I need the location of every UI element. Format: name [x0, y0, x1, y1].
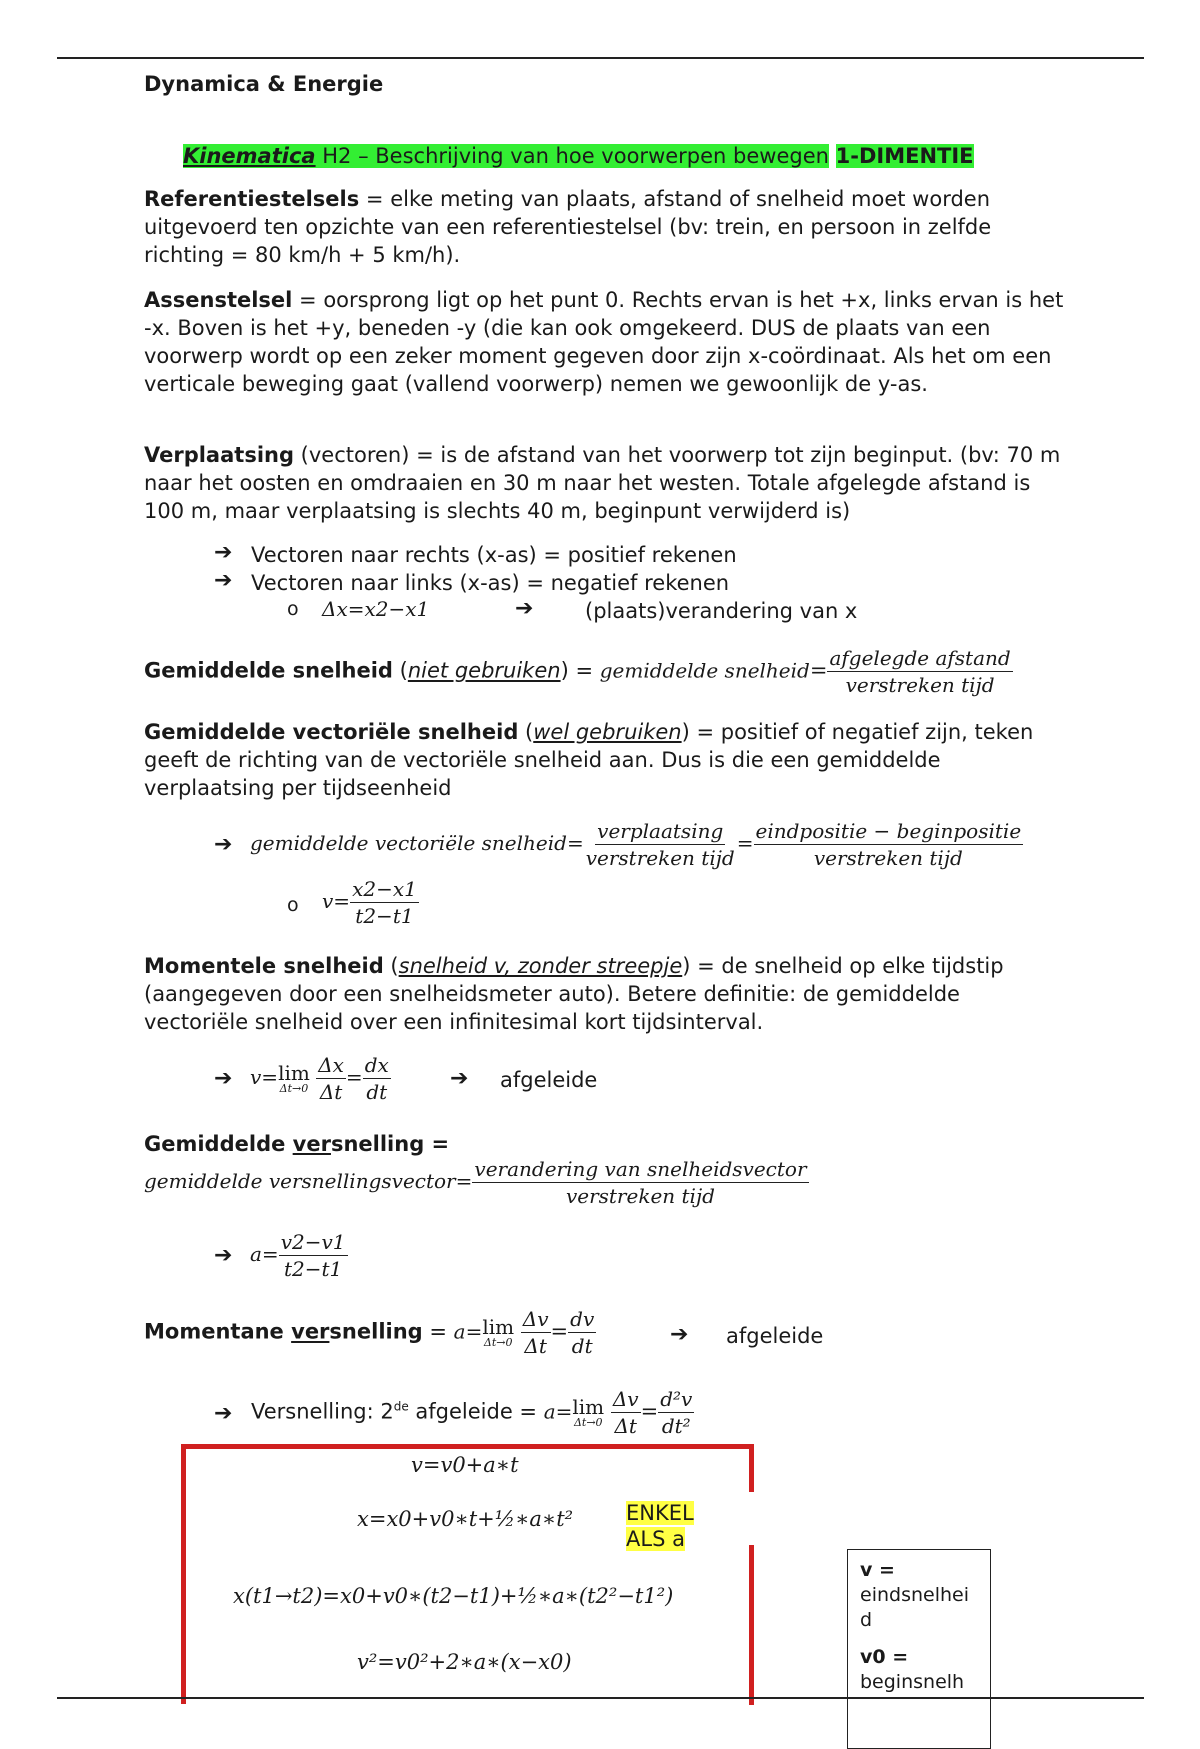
gem-snelheid-note: niet gebruiken	[407, 658, 561, 683]
fraction-numerator: x2−x1	[352, 877, 417, 901]
fraction-numerator: dv	[570, 1307, 595, 1331]
formula-box-border	[749, 1545, 754, 1705]
momentele-text: = de snelheid op elke tijdstip (aangegeven door een snelheidsmeter auto). Betere definitie: de gemiddelde vectoriële snelheid over een infinitesimal kort tijdsinterval.	[144, 954, 1004, 1034]
dimension-label: 1-DIMENTIE	[835, 144, 974, 168]
fraction-denominator: t2−t1	[283, 1257, 343, 1281]
fraction-denominator: verstreken tijd	[845, 673, 995, 697]
superscript: de	[393, 1399, 409, 1414]
v-formula: v= $\frac{x2-x1}{t2-t1}$	[322, 877, 417, 928]
gem-vect-fraction-2	[754, 818, 1024, 871]
gem-vect-note: wel gebruiken	[533, 720, 682, 744]
fraction-denominator: verstreken tijd	[813, 846, 963, 870]
limit-subscript: Δt→0	[483, 1335, 513, 1349]
limit-subscript: Δt→0	[279, 1081, 309, 1095]
badge-line: ALS a	[626, 1527, 685, 1551]
limit-operator: lim Δt→0	[278, 1060, 310, 1095]
momentane-line: Momentane versnelling = a= lim Δt→0 $\frac{\Delta v}{\Delta t}$ = $\frac{dv}{dt}$	[144, 1307, 595, 1358]
variable-legend	[847, 1549, 991, 1749]
fraction-numerator: verandering van snelheidsvector	[474, 1157, 807, 1181]
verplaatsing-text: (vectoren) = is de afstand van het voorwerp tot zijn beginput. (bv: 70 m naar het oosten en omdraaien en 30 m naar het westen. Totale afgelegde afstand is 100 m, maar verplaatsing is slechts 40 m, beginpunt verwijderd is)	[144, 443, 1061, 523]
gem-snelheid-line: Gemiddelde snelheid (niet gebruiken) = gemiddelde snelheid= $\frac{\text{afgelegde afstand}}{\text{verstreken tijd}}$	[144, 646, 1011, 697]
delta-x-formula: Δx=x2−x1	[322, 597, 430, 621]
assen-text: = oorsprong ligt op het punt 0. Rechts ervan is het +x, links ervan is het -x. Boven is het +y, beneden -y (die kan ook omgekeerd. DUS de plaats van een voorwerp wordt op een zeker moment gegeven door zijn x-coördinaat. Als het om een verticale beweging gaat (vallend voorwerp) nemen we gewoonlijk de y-as.	[144, 288, 1064, 396]
top-rule	[57, 57, 1144, 59]
gem-snelheid-fraction	[827, 645, 1012, 698]
term-part: Gemiddelde	[144, 1132, 293, 1156]
gem-vect-text: = positief of negatief zijn, teken geeft de richting van de vectoriële snelheid aan. Dus is die een gemiddelde verplaatsing per tijdseenheid	[144, 720, 1034, 800]
fraction-numerator: d²v	[660, 1387, 693, 1411]
arrow-icon: ➔	[515, 596, 534, 621]
box-equation-1: v=v0+a∗t	[411, 1453, 519, 1477]
assen-paragraph	[144, 286, 1064, 398]
tweede-afgeleide-line: Versnelling: 2de afgeleide = a= lim Δt→0 $\frac{\Delta v}{\Delta t}$ = $\frac{\text{d²v}}{\text{dt²}}$	[251, 1387, 693, 1438]
formula-box-border	[181, 1444, 754, 1449]
assen-term: Assenstelsel	[144, 288, 293, 312]
fraction-numerator: verplaatsing	[597, 819, 724, 843]
gem-vect-paragraph: Gemiddelde vectoriële snelheid (wel gebruiken) = positief of negatief zijn, teken geeft de richting van de vectoriële snelheid aan. Dus is die een gemiddelde verplaatsing per tijdseenheid	[144, 720, 1034, 800]
box-equation-3: x(t1→t2)=x0+v0∗(t2−t1)+½∗a∗(t2²−t1²)	[233, 1584, 674, 1608]
arrow-icon: ➔	[214, 568, 233, 593]
momentele-term: Momentele snelheid	[144, 954, 384, 978]
term-part: snelling	[329, 1319, 423, 1344]
bullet-item: Vectoren naar rechts (x-as) = positief rekenen	[251, 543, 737, 567]
momentele-fraction-1	[316, 1052, 346, 1105]
formula-box-border	[181, 1444, 186, 1704]
fraction-numerator: eindpositie − beginpositie	[755, 819, 1022, 843]
arrow-icon: ➔	[450, 1066, 469, 1091]
momentele-label: afgeleide	[500, 1068, 598, 1092]
momentele-note: snelheid v, zonder streepje	[398, 954, 683, 978]
limit-operator: lim Δt→0	[572, 1394, 605, 1429]
gem-vect-formula: gemiddelde vectoriële snelheid= $\frac{\text{verplaatsing}}{\text{verstreken tijd}}$ = $\frac{\text{eindpositie − beginpositie}}{\text{verstreken tijd}}$	[250, 819, 1022, 870]
bottom-rule	[57, 1697, 1144, 1699]
bullet-item: Vectoren naar links (x-as) = negatief rekenen	[251, 571, 730, 595]
a-fraction	[279, 1229, 348, 1282]
fraction-denominator: dt	[366, 1080, 388, 1104]
fraction-numerator: afgelegde afstand	[829, 646, 1011, 670]
fraction-denominator: t2−t1	[355, 904, 414, 928]
term-part: ver	[292, 1132, 331, 1156]
fraction-denominator: Δt	[614, 1414, 637, 1438]
page-title: Dynamica & Energie	[144, 72, 384, 96]
section-heading	[183, 142, 1083, 170]
chapter-label: H2 – Beschrijving van hoe voorwerpen bewegen	[322, 144, 829, 168]
a-formula: a= $\frac{v2-v1}{t2-t1}$	[250, 1230, 346, 1281]
text-part: Versnelling: 2	[251, 1399, 394, 1424]
arrow-icon: ➔	[214, 1401, 233, 1426]
arrow-icon: ➔	[214, 1243, 233, 1268]
fraction-numerator: dx	[364, 1053, 389, 1077]
box-equation-2: x=x0+v0∗t+½∗a∗t²	[357, 1507, 574, 1531]
term-part: snelling	[330, 1132, 425, 1156]
sub-bullet-icon: o	[287, 894, 299, 916]
referentie-term: Referentiestelsels	[144, 187, 360, 211]
term-part: Momentane	[144, 1319, 292, 1344]
fraction-denominator: Δt	[524, 1334, 547, 1358]
legend-text: beginsnelh	[860, 1671, 965, 1693]
verplaatsing-paragraph	[144, 441, 1064, 525]
gem-versnelling-fraction	[472, 1156, 808, 1209]
delta-x-description: (plaats)verandering van x	[585, 599, 858, 623]
tweede-fraction-2	[658, 1386, 694, 1439]
momentele-fraction-2	[363, 1052, 391, 1105]
legend-label: v =	[860, 1559, 895, 1581]
momentele-paragraph: Momentele snelheid (snelheid v, zonder streepje) = de snelheid op elke tijdstip (aangegeven door een snelheidsmeter auto). Betere definitie: de gemiddelde vectoriële snelheid over een infinitesimal kort tijdsinterval.	[144, 954, 1004, 1034]
tweede-fraction-1	[611, 1386, 641, 1439]
fraction-numerator: Δv	[612, 1387, 639, 1411]
gem-vect-term: Gemiddelde vectoriële snelheid	[144, 720, 519, 744]
fraction-denominator: Δt	[319, 1080, 343, 1104]
legend-text: eindsnelheid	[860, 1584, 969, 1631]
limit-operator: lim Δt→0	[482, 1314, 515, 1349]
topic-label: Kinematica	[183, 144, 316, 168]
fraction-denominator: verstreken tijd	[565, 1184, 715, 1208]
fraction-numerator: v2−v1	[280, 1230, 346, 1254]
fraction-denominator: dt	[571, 1334, 593, 1358]
momentane-fraction-1	[521, 1306, 551, 1359]
box-equation-4: v²=v0²+2∗a∗(x−x0)	[357, 1650, 572, 1674]
text-part: afgeleide =	[408, 1399, 544, 1424]
gem-snelheid-term: Gemiddelde snelheid	[144, 658, 393, 683]
referentie-paragraph	[144, 185, 1064, 269]
gem-vect-lhs: gemiddelde vectoriële snelheid	[250, 831, 567, 855]
enkel-badge	[626, 1500, 698, 1551]
sub-bullet-icon: o	[287, 598, 299, 620]
gem-vect-fraction-1	[584, 818, 737, 871]
formula-box-border	[749, 1444, 754, 1492]
gem-versnelling-term: Gemiddelde versnelling =	[144, 1132, 450, 1156]
gem-snelheid-lhs: gemiddelde snelheid	[599, 658, 810, 683]
fraction-numerator: Δv	[522, 1307, 549, 1331]
verplaatsing-term: Verplaatsing	[144, 443, 294, 467]
momentane-fraction-2	[568, 1306, 596, 1359]
v-fraction	[350, 876, 419, 929]
fraction-denominator: dt²	[661, 1414, 691, 1438]
term-part: ver	[291, 1319, 330, 1344]
fraction-denominator: verstreken tijd	[585, 846, 735, 870]
badge-line: ENKEL	[626, 1501, 694, 1525]
momentele-formula: v= lim Δt→0 $\frac{\Delta x}{\Delta t}$ = $\frac{dx}{dt}$	[250, 1053, 389, 1104]
gem-versnelling-lhs: gemiddelde versnellingsvector	[144, 1169, 456, 1193]
fraction-numerator: Δx	[318, 1053, 344, 1077]
arrow-icon: ➔	[214, 540, 233, 565]
gem-versnelling-formula: gemiddelde versnellingsvector= $\frac{\text{verandering van snelheidsvector}}{\text{verstreken tijd}}$	[144, 1157, 807, 1208]
arrow-icon: ➔	[214, 832, 233, 857]
legend-label: v0 =	[860, 1646, 909, 1668]
referentie-text: = elke meting van plaats, afstand of snelheid moet worden uitgevoerd ten opzichte van een referentiestelsel (bv: trein, en persoon in zelfde richting = 80 km/h + 5 km/h).	[144, 187, 992, 267]
arrow-icon: ➔	[670, 1322, 689, 1347]
momentane-label: afgeleide	[726, 1324, 824, 1348]
arrow-icon: ➔	[214, 1066, 233, 1091]
limit-subscript: Δt→0	[573, 1415, 603, 1429]
